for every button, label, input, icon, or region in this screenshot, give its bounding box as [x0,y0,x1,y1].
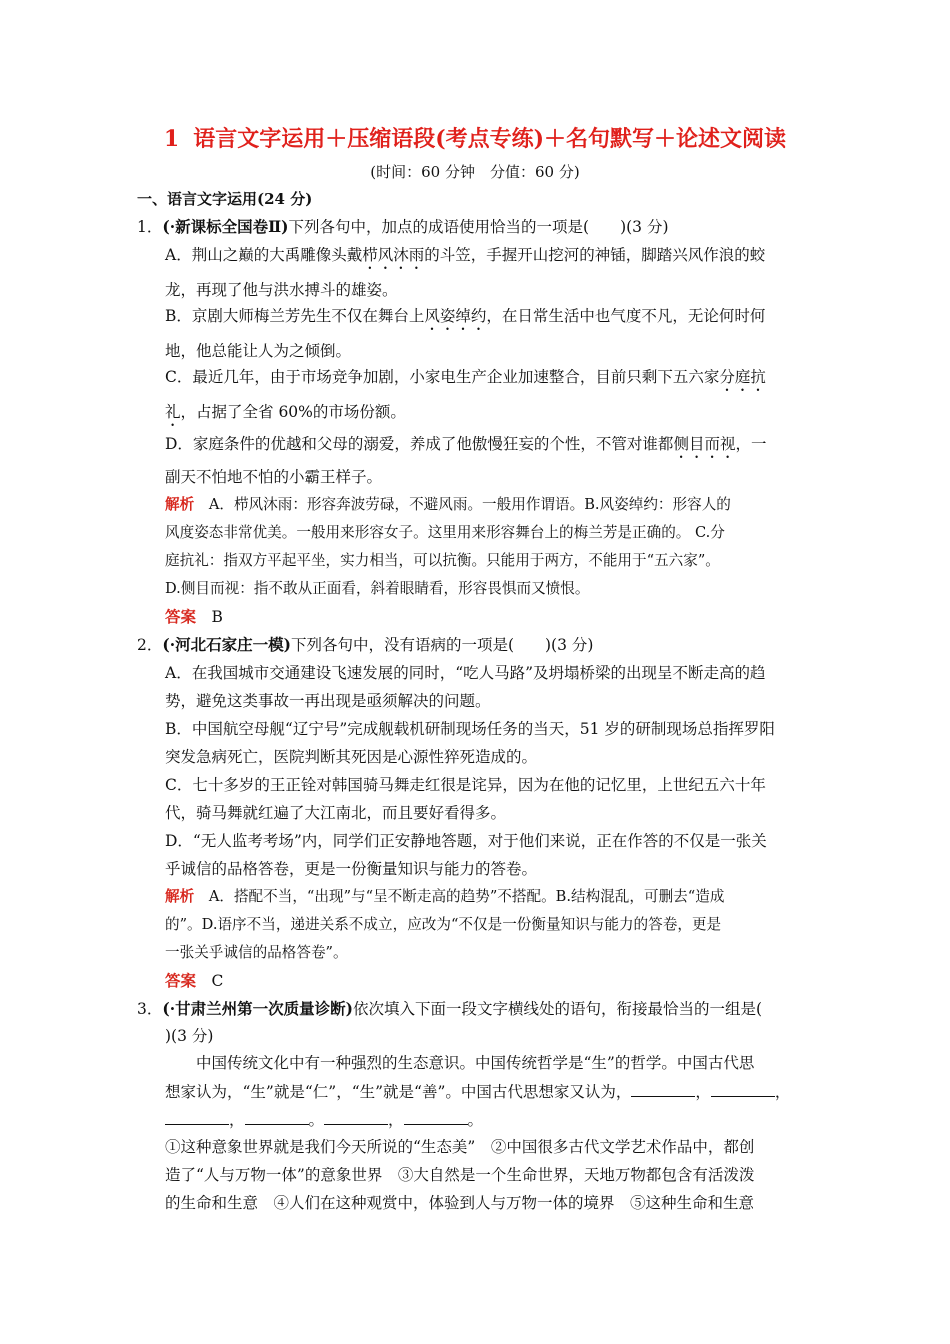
q1-analysis-line2: 风度姿态非常优美。一般用来形容女子。这里用来形容舞台上的梅兰芳是正确的。 C.分 [165,524,725,541]
question-source: (·河北石家庄一模) [162,635,291,654]
text-segment: ， [695,1083,711,1101]
question-3-stem [137,998,762,1020]
q2-analysis-line1 [165,886,724,908]
text-segment: ，在日常生活中也气度不凡，无论何时何 [486,307,766,325]
q2-option-b-line1: B．中国航空母舰“辽宁号”完成舰载机研制现场任务的当天，51 岁的研制现场总指挥罗阳 [165,720,775,738]
dotted-idiom: 礼 [165,403,181,421]
question-3-stem-cont: )(3 分) [165,1027,214,1045]
fill-blank [245,1108,309,1125]
analysis-label: 解析 [165,496,195,513]
q1-option-c-line2 [165,401,406,430]
title-text: 语言文字运用＋压缩语段(考点专练)＋名句默写＋论述文阅读 [193,126,787,152]
q2-option-d-line2: 乎诚信的品格答卷，更是一份衡量知识与能力的答卷。 [165,860,538,878]
question-1-stem [137,216,669,238]
fill-blank [324,1108,388,1125]
text-segment: 想家认为，“生”就是“仁”，“生”就是“善”。中国古代思想家又认为， [165,1083,632,1101]
title-number: 1 [163,126,180,152]
q1-answer [165,606,223,628]
q1-option-c-line1 [165,366,766,395]
dotted-idiom: 风姿绰约 [424,307,487,325]
text-segment: A．栉风沐雨：形容奔波劳碌，不避风雨。一般用作谓语。B.风姿绰约：形容人的 [208,496,731,513]
dotted-idiom: 侧目而视 [673,435,736,453]
q2-option-b-line2: 突发急病死亡，医院判断其死因是心源性猝死造成的。 [165,748,538,766]
q3-options-line2: 造了“人与万物一体”的意象世界 ③大自然是一个生命世界，天地万物都包含有活泼泼 [165,1166,755,1184]
fill-blank [711,1080,775,1097]
q2-option-d-line1: D．“无人监考考场”内，同学们正安静地答题，对于他们来说，正在作答的不仅是一张关 [165,832,767,850]
q3-passage-line1: 中国传统文化中有一种强烈的生态意识。中国传统哲学是“生”的哲学。中国古代思 [196,1054,755,1072]
dotted-idiom: 栉风沐雨 [362,246,425,264]
q3-options-line3: 的生命和生意 ④人们在这种观赏中，体验到人与万物一体的境界 ⑤这种生命和生意 [165,1194,755,1212]
q1-option-b-line1 [165,305,765,334]
q2-option-a-line1: A．在我国城市交通建设飞速发展的同时，“吃人马路”及坍塌桥梁的出现呈不断走高的趋 [165,664,766,682]
q1-option-d-line2: 副天不怕地不怕的小霸王样子。 [165,468,383,486]
q1-analysis-line4: D.侧目而视：指不敢从正面看，斜着眼睛看，形容畏惧而又愤恨。 [165,580,590,597]
section-heading: 一、语言文字运用(24 分) [137,190,313,208]
text-segment: B．京剧大师梅兰芳先生不仅在舞台上 [165,307,425,325]
text-segment: 。 [467,1111,484,1129]
answer-value: C [211,972,224,990]
question-source: (·新课标全国卷Ⅱ) [162,217,289,236]
question-text: 下列各句中，没有语病的一项是( )(3 分) [290,636,594,654]
question-number: 1． [137,218,163,236]
page-title [0,122,950,153]
fill-blank [404,1108,468,1125]
text-segment: A．搭配不当，“出现”与“呈不断走高的趋势”不搭配。B.结构混乱，可删去“造成 [208,888,725,905]
q2-option-c-line2: 代，骑马舞就红遍了大江南北，而且要好看得多。 [165,804,507,822]
question-text: 依次填入下面一段文字横线处的语句，衔接最恰当的一组是( [352,1000,763,1018]
text-segment: A．荆山之巅的大禹雕像头戴 [165,246,363,264]
q2-analysis-line2: 的”。D.语序不当，递进关系不成立，应改为“不仅是一份衡量知识与能力的答卷，更是 [165,916,722,933]
text-segment: D．家庭条件的优越和父母的溺爱，养成了他傲慢狂妄的个性，不管对谁都 [165,435,674,453]
q2-option-c-line1: C．七十多岁的王正铨对韩国骑马舞走红很是诧异，因为在他的记忆里，上世纪五六十年 [165,776,766,794]
answer-label: 答案 [165,971,197,990]
time-score-meta: (时间：60 分钟 分值：60 分) [370,163,580,181]
text-segment: C．最近几年，由于市场竞争加剧，小家电生产企业加速整合，目前只剩下五六家 [165,368,720,386]
q1-analysis-line1 [165,494,731,516]
question-2-stem [137,634,593,656]
q1-option-d-line1 [165,433,766,462]
q2-answer [165,970,223,992]
q3-options-line1: ①这种意象世界就是我们今天所说的“生态美” ②中国很多古代文学艺术作品中，都创 [165,1138,755,1156]
fill-blank [631,1080,695,1097]
text-segment: ，占据了全省 60%的市场份额。 [180,403,406,421]
text-segment: ，一 [735,435,767,453]
dotted-idiom: 分庭抗 [719,368,766,386]
question-number: 2． [137,636,163,654]
q2-option-a-line2: 势，避免这类事故一再出现是亟须解决的问题。 [165,692,491,710]
text-segment: ， [388,1111,404,1129]
q1-analysis-line3: 庭抗礼：指双方平起平坐，实力相当，可以抗衡。只能用于两方，不能用于“五六家”。 [165,552,720,569]
q2-analysis-line3: 一张关乎诚信的品格答卷”。 [165,944,348,961]
fill-blank [165,1108,229,1125]
text-segment: ， [774,1083,791,1101]
answer-value: B [211,608,223,626]
answer-label: 答案 [165,607,197,626]
question-number: 3． [137,1000,163,1018]
text-segment: ， [229,1111,245,1129]
analysis-label: 解析 [165,888,195,905]
text-segment: 的斗笠，手握开山挖河的神锸，脚踏兴风作浪的蛟 [424,246,766,264]
q1-option-a-line1 [165,244,765,273]
question-text: 下列各句中，加点的成语使用恰当的一项是( )(3 分) [288,218,669,236]
text-segment: 。 [308,1111,325,1129]
q3-passage-line3 [165,1108,483,1131]
q1-option-b-line2: 地，他总能让人为之倾倒。 [165,342,352,360]
question-source: (·甘肃兰州第一次质量诊断) [162,999,353,1018]
q1-option-a-line2: 龙，再现了他与洪水搏斗的雄姿。 [165,281,398,299]
q3-passage-line2 [165,1080,790,1103]
